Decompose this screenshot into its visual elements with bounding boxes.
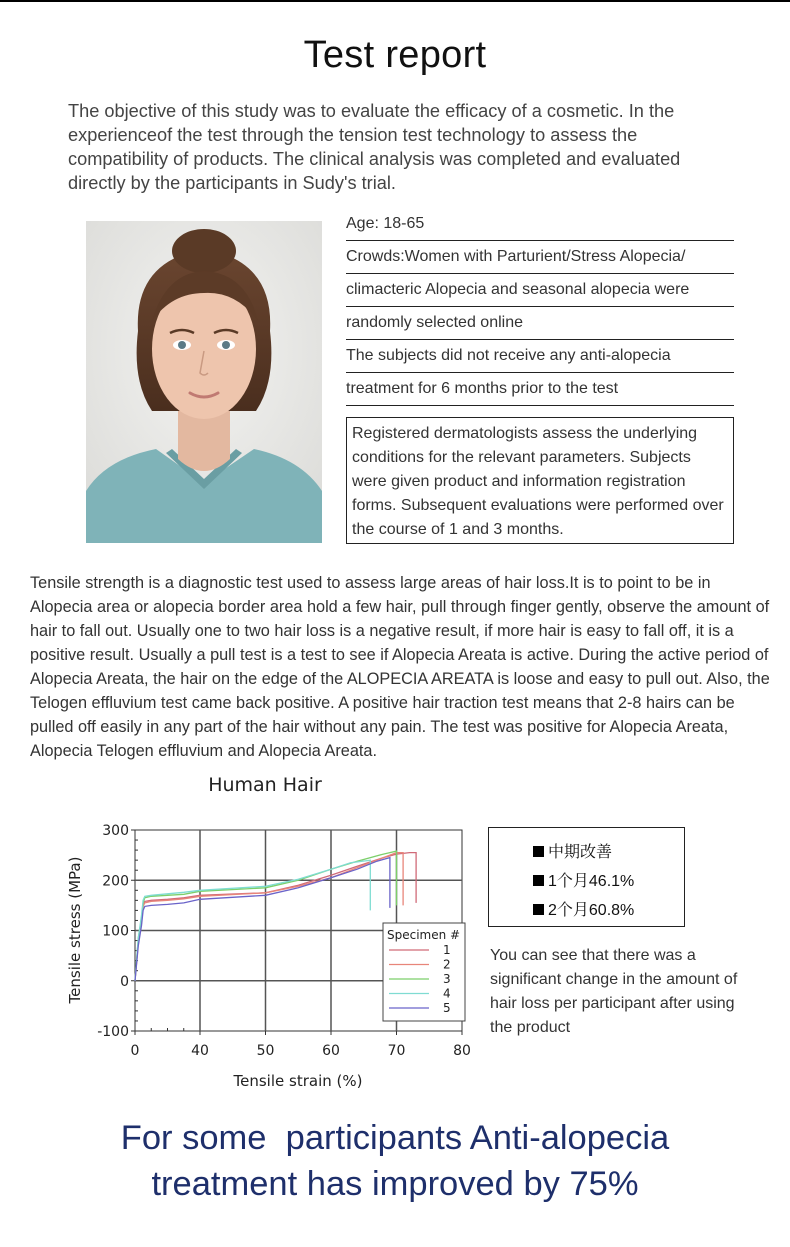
x-tick-label: 70 [387,1043,406,1059]
series-line-4 [135,860,370,981]
info-line-age: Age: 18-65 [346,208,734,241]
legend-title: Specimen # [387,928,461,942]
square-bullet-icon [533,904,544,915]
chart-title: Human Hair [208,774,322,796]
series-line-5 [135,858,390,981]
y-tick-label: 0 [120,973,129,990]
legend-row-month1 [533,867,684,896]
y-tick-label: 200 [102,873,129,890]
tensile-chart-svg [60,768,480,1098]
x-tick-label: 50 [256,1043,275,1059]
participant-photo [86,221,322,543]
tensile-description-paragraph: Tensile strength is a diagnostic test used to assess large areas of hair loss.It is to point to be in Alopecia area or alopecia border area hold a few hair, pull through finger gently, observe the amount of hair to fall out. Usually one to two hair loss is a negative result, if more hair is easy to fall off, it is a positive result. Usually a pull test is a test to see if Alopecia Areata is active. During the active period of Alopecia Areata, the hair on the edge of the ALOPECIA AREATA is loose and easy to pull out. Also, the Telogen effluvium test came back positive. A positive hair traction test means that 2-8 hairs can be pulled off easily in any part of the hair without any pain. The test was positive for Alopecia Areata, Alopecia Telogen effluvium and Alopecia Areata. [30,574,770,760]
legend-label-4: 4 [443,986,451,1001]
x-tick-label: 80 [453,1043,471,1059]
legend-row-month2 [533,896,684,925]
info-line-prior: The subjects did not receive any anti-alopecia [346,340,734,373]
legend-row-label: 2个月60.8% [548,902,635,919]
y-tick-label: -100 [97,1024,129,1040]
legend-label-3: 3 [443,972,451,986]
x-axis-label: Tensile strain (%) [233,1072,363,1090]
info-line-crowds: Crowds:Women with Parturient/Stress Alopecia/ [346,241,734,274]
portrait-illustration [86,221,322,543]
x-tick-label: 40 [191,1043,209,1059]
info-line-prior-cont: treatment for 6 months prior to the test [346,373,734,406]
headline-claim [0,1115,790,1207]
info-line-crowds-cont: climacteric Alopecia and seasonal alopecia were [346,274,734,307]
y-tick-label: 300 [102,823,129,839]
y-axis-label: Tensile stress (MPa) [66,856,84,1004]
series-line-2 [135,853,403,981]
legend-label-5: 5 [443,1001,451,1015]
y-tick-label: 100 [102,923,129,940]
legend-label-1: 1 [443,943,451,957]
legend-row-midterm [533,838,684,867]
intro-paragraph: The objective of this study was to evaluate the efficacy of a cosmetic. In the experienceof the test through the tension test technology to assess the compatibility of products. The clinical analysis was completed and evaluated directly by the participants in Sudy's trial. [68,101,681,193]
square-bullet-icon [533,846,544,857]
result-note: You can see that there was a significant change in the amount of hair loss per participant after using the product [490,947,738,1036]
x-tick-label: 0 [130,1043,140,1059]
headline-line-2: treatment has improved by 75% [151,1165,639,1203]
top-border-line [0,0,790,2]
square-bullet-icon [533,875,544,886]
info-line-selection: randomly selected online [346,307,734,340]
series-line-1 [135,853,416,981]
x-tick-label: 60 [322,1043,340,1059]
legend-row-label: 1个月46.1% [548,873,635,890]
legend-label-2: 2 [443,957,451,972]
legend-row-label: 中期改善 [548,844,613,861]
tensile-chart [60,768,480,1098]
improvement-legend-box [488,827,685,927]
page-title: Test report [303,34,487,76]
headline-line-1: For some participants Anti-alopecia [120,1119,670,1157]
study-info-list [346,208,734,406]
dermatologist-note-box: Registered dermatologists assess the underlying conditions for the relevant parameters. Subjects were given product and information registration forms. Subsequent evaluations were performed over the course of 1 and 3 months. [346,417,734,544]
